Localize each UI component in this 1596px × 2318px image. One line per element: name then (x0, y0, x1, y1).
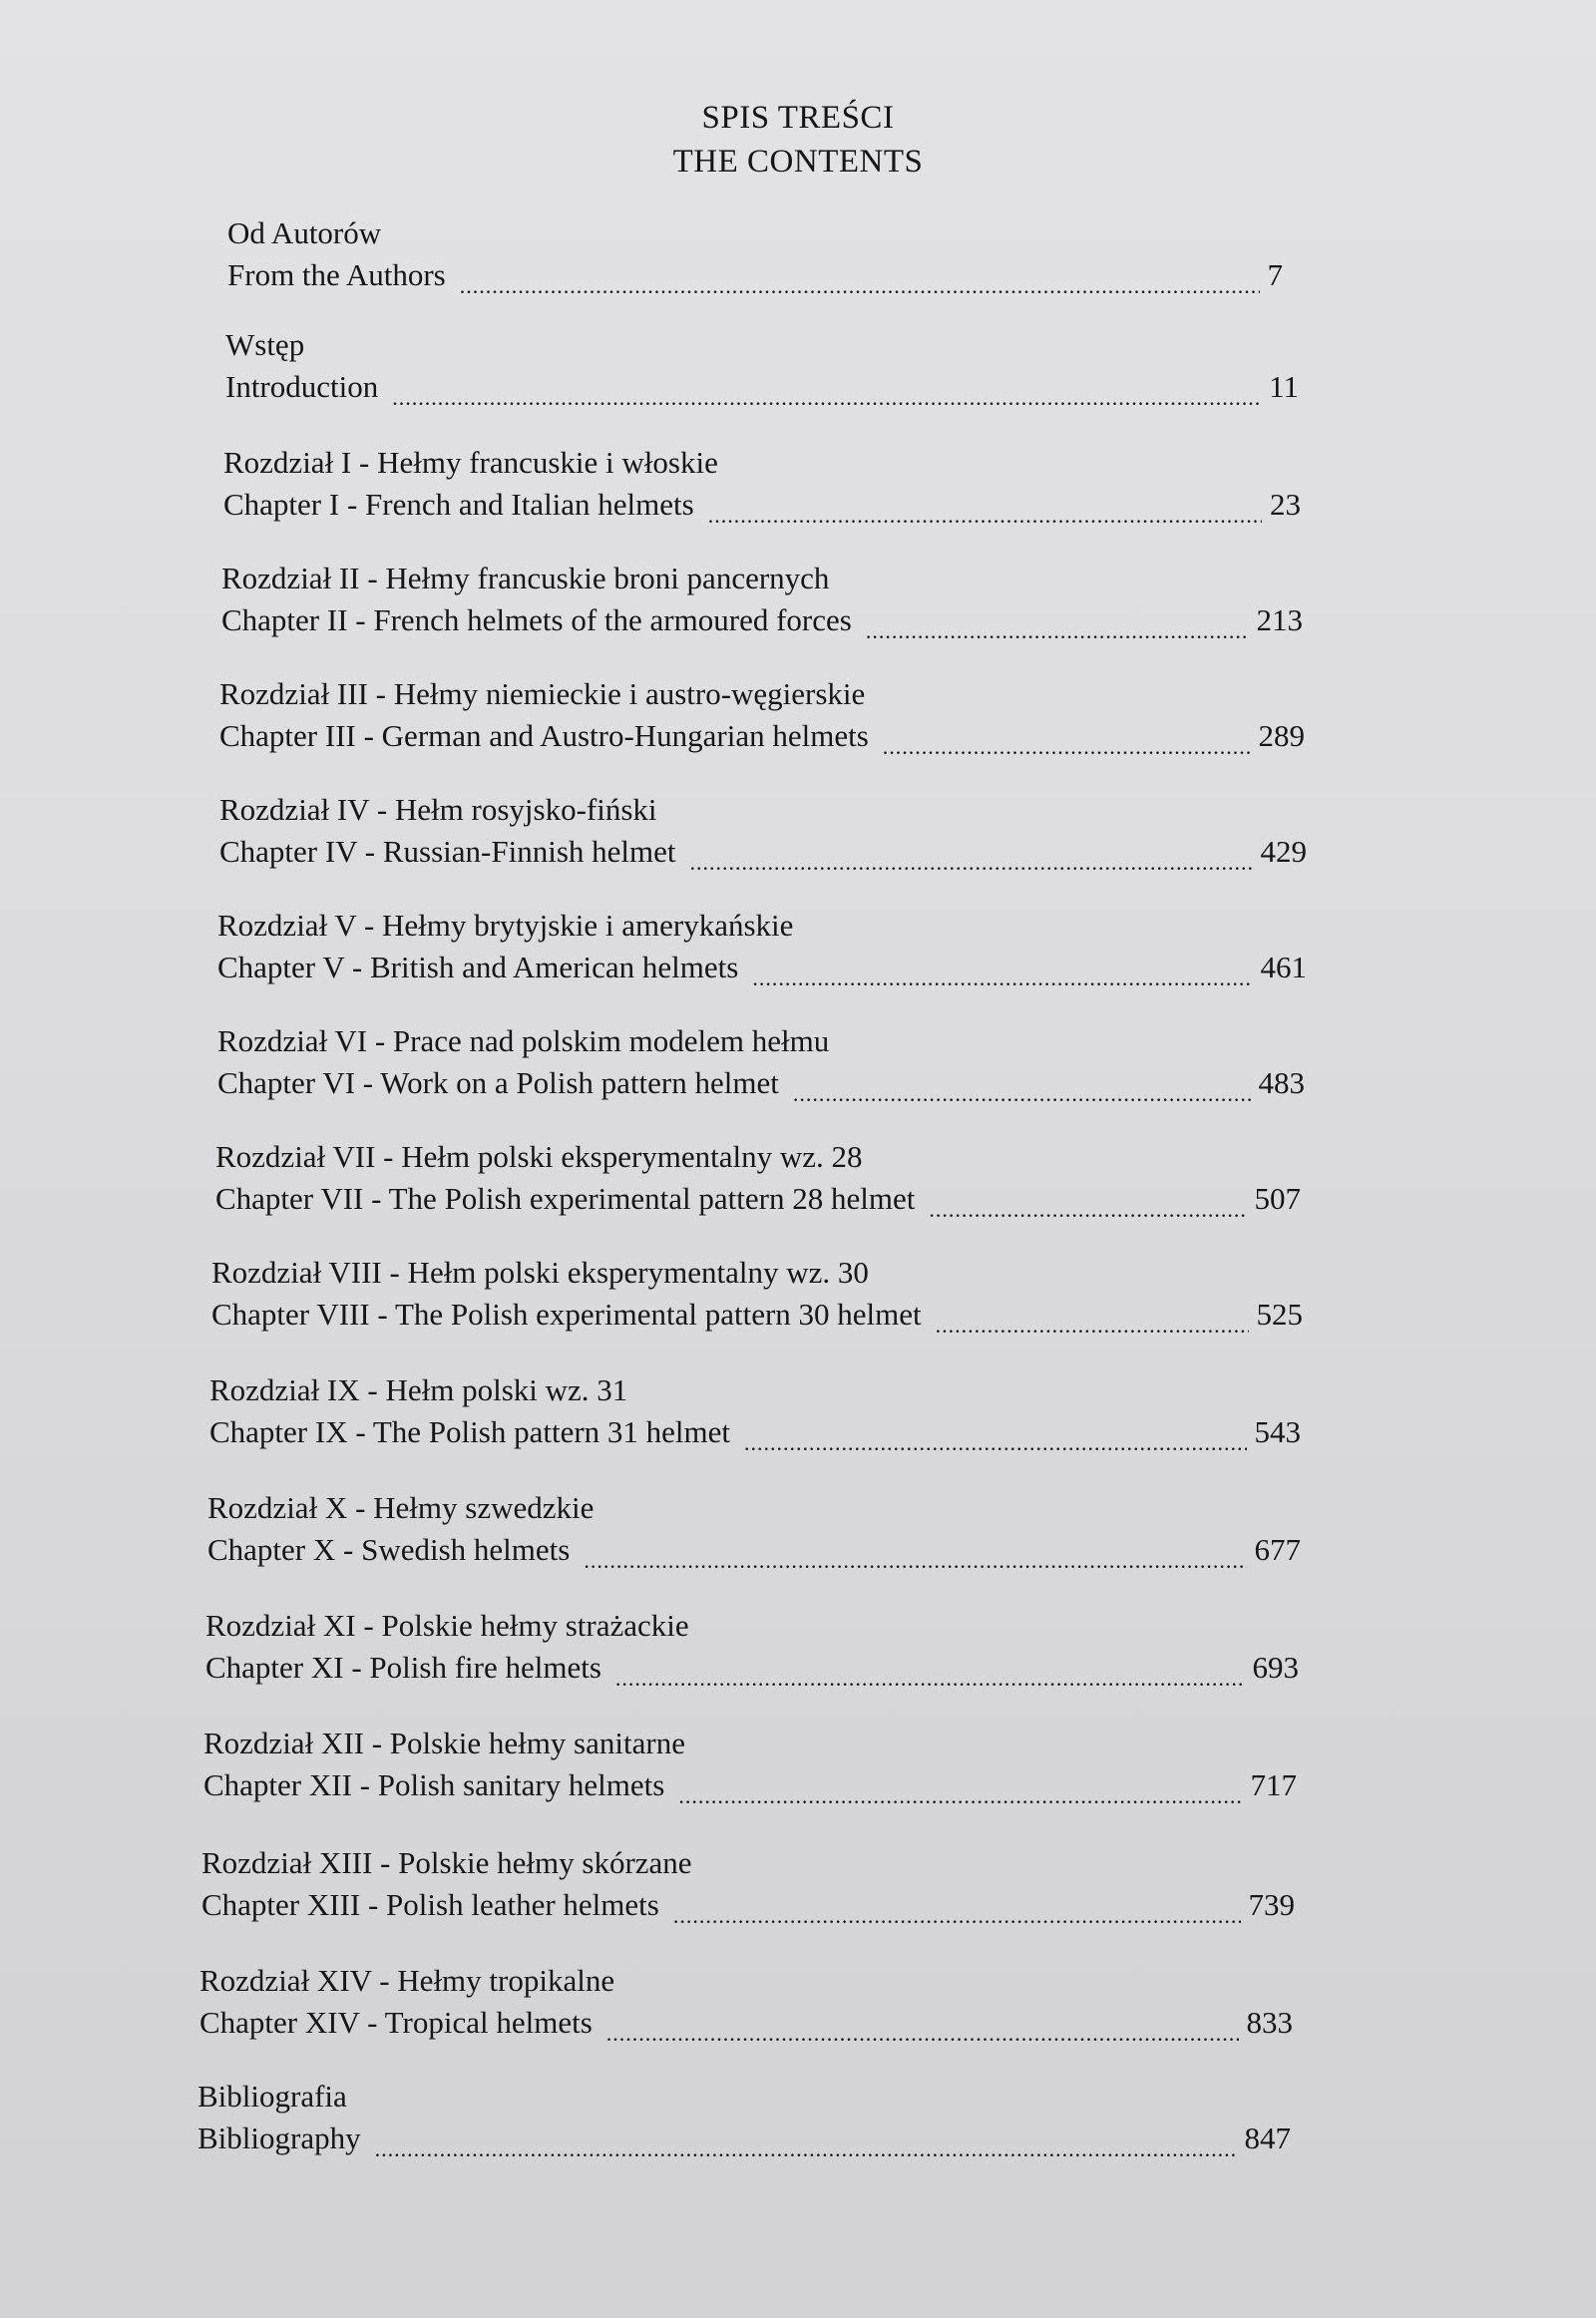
toc-entry-page-number: 429 (1260, 834, 1307, 869)
toc-entry-english-title: Bibliography (198, 2121, 361, 2155)
toc-entry (219, 788, 1307, 874)
toc-entry-page-number: 693 (1252, 1650, 1299, 1685)
toc-entry-polish-title: Rozdział III - Hełmy niemieckie i austro-węgierskie (219, 676, 866, 711)
dot-leader (883, 727, 1251, 758)
toc-entry-polish-title: Rozdział VII - Hełm polski eksperymentalny wz. 28 (215, 1139, 863, 1174)
toc-entry-page-number: 289 (1258, 718, 1305, 753)
toc-entry-polish-title: Rozdział IV - Hełm rosyjsko-fiński (219, 792, 657, 827)
toc-entry-page-number: 507 (1254, 1181, 1301, 1216)
dot-leader (606, 2014, 1239, 2045)
toc-entry-page-number: 833 (1246, 2005, 1293, 2040)
dot-leader (793, 1074, 1251, 1105)
toc-entry (209, 1368, 1301, 1454)
dot-leader (673, 1896, 1241, 1927)
toc-title-polish: SPIS TREŚCI (701, 100, 895, 136)
toc-entry-page-number: 717 (1250, 1767, 1297, 1802)
toc-entry (219, 672, 1305, 758)
toc-entry-english-title: Chapter XI - Polish fire helmets (205, 1650, 601, 1685)
toc-entry (211, 1251, 1303, 1337)
toc-entry-english-title: Chapter II - French helmets of the armoured forces (221, 602, 852, 637)
toc-entry-english-title: Chapter XII - Polish sanitary helmets (203, 1767, 665, 1802)
toc-entry (217, 904, 1307, 989)
toc-entry-english-title: Introduction (225, 369, 379, 404)
toc-entry (207, 1486, 1301, 1572)
toc-entry-english-title: From the Authors (227, 257, 446, 292)
toc-entry (227, 211, 1283, 297)
toc-entry-polish-title: Rozdział X - Hełmy szwedzkie (207, 1490, 595, 1525)
toc-entry-page-number: 461 (1260, 950, 1307, 984)
dot-leader (744, 1423, 1246, 1454)
toc-entry-polish-title: Bibliografia (198, 2079, 347, 2114)
toc-entry-polish-title: Rozdział VIII - Hełm polski eksperymentalny wz. 30 (211, 1255, 869, 1290)
toc-entry-page-number: 23 (1270, 487, 1301, 522)
toc-entry (203, 1722, 1297, 1807)
toc-entry (225, 323, 1299, 409)
toc-entry-polish-title: Rozdział XI - Polskie hełmy strażackie (205, 1608, 689, 1643)
toc-entry-english-title: Chapter XIV - Tropical helmets (200, 2005, 593, 2040)
toc-entry-polish-title: Wstęp (225, 327, 305, 362)
toc-entry-page-number: 483 (1258, 1065, 1305, 1100)
dot-leader (375, 2129, 1237, 2160)
toc-entry-polish-title: Rozdział I - Hełmy francuskie i włoskie (223, 445, 718, 480)
toc-entry-english-title: Chapter VII - The Polish experimental pattern 28 helmet (215, 1181, 916, 1216)
dot-leader (392, 378, 1261, 409)
toc-entry (198, 2075, 1291, 2160)
dot-leader (690, 843, 1253, 874)
dot-leader (460, 266, 1260, 297)
toc-entry (201, 1841, 1295, 1927)
toc-entry-polish-title: Rozdział XIII - Polskie hełmy skórzane (201, 1845, 692, 1880)
toc-entry-english-title: Chapter IV - Russian-Finnish helmet (219, 834, 676, 869)
toc-entry-page-number: 525 (1256, 1297, 1303, 1332)
toc-entry (215, 1135, 1301, 1221)
toc-entry-english-title: Chapter VIII - The Polish experimental pattern 30 helmet (211, 1297, 922, 1332)
toc-entry-english-title: Chapter III - German and Austro-Hungarian helmets (219, 718, 869, 753)
toc-entry-polish-title: Rozdział V - Hełmy brytyjskie i amerykańskie (217, 908, 794, 943)
dot-leader (584, 1541, 1246, 1572)
dot-leader (929, 1190, 1246, 1221)
dot-leader (936, 1306, 1249, 1337)
toc-entry (223, 441, 1301, 527)
toc-entry-page-number: 847 (1244, 2121, 1291, 2155)
toc-entry (200, 1959, 1293, 2045)
dot-leader (708, 496, 1262, 527)
toc-entry-english-title: Chapter XIII - Polish leather helmets (201, 1887, 659, 1922)
toc-entry-english-title: Chapter I - French and Italian helmets (223, 487, 694, 522)
toc-title (0, 96, 1596, 184)
toc-entry (205, 1604, 1299, 1690)
toc-entry-polish-title: Rozdział XII - Polskie hełmy sanitarne (203, 1726, 685, 1760)
toc-entry-polish-title: Rozdział VI - Prace nad polskim modelem hełmu (217, 1023, 830, 1058)
toc-entry-english-title: Chapter X - Swedish helmets (207, 1532, 571, 1567)
dot-leader (615, 1659, 1245, 1690)
toc-entry (217, 1019, 1305, 1105)
toc-entry-polish-title: Rozdział II - Hełmy francuskie broni pancernych (221, 561, 830, 595)
toc-title-english: THE CONTENTS (672, 144, 924, 180)
dot-leader (866, 611, 1249, 642)
toc-entry-page-number: 7 (1267, 257, 1283, 292)
dot-leader (752, 959, 1252, 989)
toc-entry-page-number: 543 (1254, 1414, 1301, 1449)
toc-entry-polish-title: Od Autorów (227, 215, 382, 250)
toc-entry-page-number: 11 (1269, 369, 1299, 404)
dot-leader (678, 1776, 1242, 1807)
toc-entry (221, 557, 1303, 642)
toc-entry-page-number: 739 (1248, 1887, 1295, 1922)
toc-entry-english-title: Chapter VI - Work on a Polish pattern helmet (217, 1065, 779, 1100)
toc-entry-polish-title: Rozdział IX - Hełm polski wz. 31 (209, 1372, 628, 1407)
toc-entry-polish-title: Rozdział XIV - Hełmy tropikalne (200, 1963, 615, 1998)
toc-entry-page-number: 213 (1256, 602, 1303, 637)
toc-entry-english-title: Chapter V - British and American helmets (217, 950, 739, 984)
toc-entry-english-title: Chapter IX - The Polish pattern 31 helmet (209, 1414, 731, 1449)
toc-entry-page-number: 677 (1254, 1532, 1301, 1567)
